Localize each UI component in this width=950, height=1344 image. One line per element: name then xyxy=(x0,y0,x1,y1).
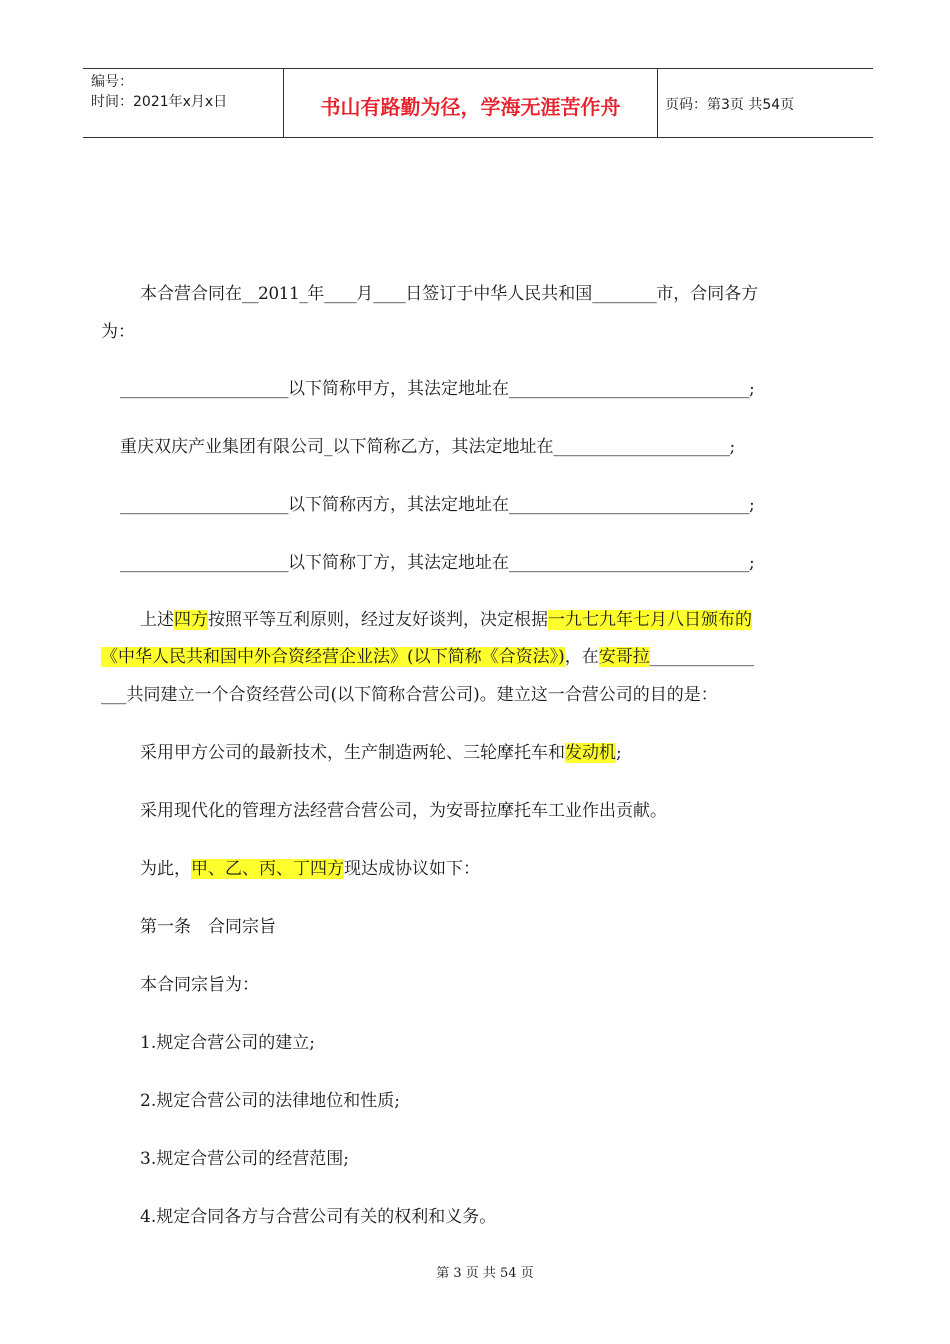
party-d-blank: _____________________ xyxy=(120,553,288,573)
party-c-text: 以下简称丙方，其法定地址在 xyxy=(288,495,509,515)
purpose-highlight-date: 一九七九年七月八日颁布的 xyxy=(548,610,752,630)
party-b-line xyxy=(120,435,735,459)
purpose-line-1 xyxy=(140,608,752,632)
intro-text-d: 日签订于中华人民共和国 xyxy=(405,284,593,304)
purpose-line-3: ___共同建立一个合资经营公司(以下简称合营公司)。建立这一合营公司的目的是： xyxy=(101,685,718,705)
purpose-text-c: ，在 xyxy=(564,647,599,667)
page-footer: 第 3 页 共 54 页 xyxy=(436,1266,534,1281)
agreement-highlight: 甲、乙、丙、丁四方 xyxy=(191,859,344,879)
header-middle-cell xyxy=(283,69,658,137)
purpose-highlight-law: 《中华人民共和国中外合资经营企业法》(以下简称《合资法》) xyxy=(101,647,565,667)
agreement-line xyxy=(140,857,480,881)
purpose-text-b: 按照平等互利原则，经过友好谈判，决定根据 xyxy=(208,610,548,630)
intro-line-1 xyxy=(140,282,758,306)
aim-1-highlight: 发动机 xyxy=(565,743,616,763)
header-motto: 书山有路勤为径，学海无涯苦作舟 xyxy=(320,95,621,119)
purpose-blank: _____________ xyxy=(649,647,754,667)
agreement-text-a: 为此， xyxy=(140,859,191,879)
party-a-blank: _____________________ xyxy=(120,379,288,399)
aim-1-text: 采用甲方公司的最新技术，生产制造两轮、三轮摩托车和 xyxy=(140,743,565,763)
aim-1 xyxy=(140,741,622,765)
party-d-line xyxy=(120,551,754,575)
purpose-highlight-parties: 四方 xyxy=(174,610,208,630)
intro-blank-month: ____ xyxy=(324,284,357,304)
intro-blank-day: ____ xyxy=(373,284,406,304)
party-c-tail: ______________________________; xyxy=(509,495,755,515)
header-left-cell xyxy=(83,69,283,137)
intro-text-e: 市，合同各方 xyxy=(656,284,759,304)
intro-blank-city: ________ xyxy=(592,284,657,304)
agreement-text-b: 现达成协议如下： xyxy=(344,859,480,879)
intro-line-2: 为： xyxy=(101,322,135,342)
list-item: 4.规定合同各方与合营公司有关的权利和义务。 xyxy=(140,1207,497,1227)
intro-text-b: 年 xyxy=(307,284,325,304)
doc-time-label: 时间：2021年x月x日 xyxy=(91,94,228,110)
article-1-heading: 第一条 合同宗旨 xyxy=(140,917,276,937)
header-page-label: 页码：第3页 共54页 xyxy=(665,97,795,113)
header-right-cell xyxy=(657,69,873,137)
party-b-text: 重庆双庆产业集团有限公司_以下简称乙方，其法定地址在 xyxy=(120,437,554,457)
party-d-tail: ______________________________; xyxy=(509,553,755,573)
list-item: 1.规定合营公司的建立; xyxy=(140,1033,315,1053)
party-a-text: 以下简称甲方，其法定地址在 xyxy=(288,379,509,399)
purpose-text-a: 上述 xyxy=(140,610,174,630)
list-item: 3.规定合营公司的经营范围; xyxy=(140,1149,349,1169)
party-d-text: 以下简称丁方，其法定地址在 xyxy=(288,553,509,573)
party-a-line xyxy=(120,377,754,401)
intro-text-a: 本合营合同在 xyxy=(140,284,242,304)
party-c-blank: _____________________ xyxy=(120,495,288,515)
doc-code-label: 编号： xyxy=(91,74,133,90)
party-b-tail: ______________________; xyxy=(553,437,735,457)
aim-2: 采用现代化的管理方法经营合营公司，为安哥拉摩托车工业作出贡献。 xyxy=(140,801,667,821)
intro-year: __2011_ xyxy=(242,284,308,304)
article-1-intro: 本合同宗旨为： xyxy=(140,975,259,995)
intro-text-c: 月 xyxy=(356,284,374,304)
party-c-line xyxy=(120,493,754,517)
page-header xyxy=(83,68,873,138)
list-item: 2.规定合营公司的法律地位和性质; xyxy=(140,1091,400,1111)
party-a-tail: ______________________________; xyxy=(509,379,755,399)
purpose-line-2 xyxy=(101,645,754,669)
aim-1-end: ; xyxy=(616,743,622,763)
purpose-highlight-angola: 安哥拉 xyxy=(598,647,650,667)
